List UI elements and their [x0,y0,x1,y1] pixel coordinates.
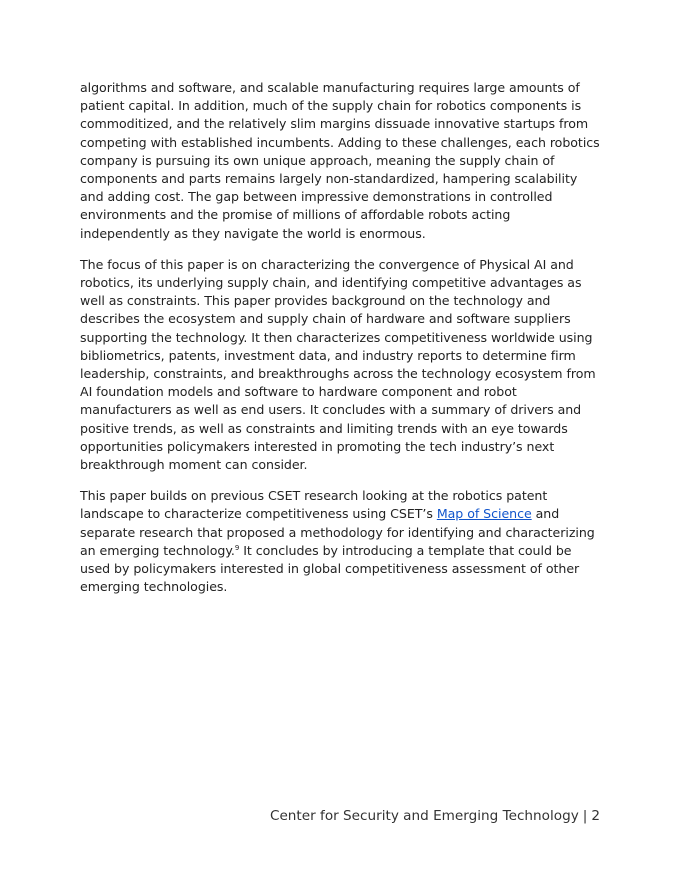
footer-separator: | [582,808,588,824]
body-text [80,79,602,609]
page-number: 2 [591,808,600,824]
paragraph-focus: The focus of this paper is on characterizing the convergence of Physical AI and robotics, its underlying supply chain, and identifying competitive advantages as well as constraints. This paper provides background on the technology and describes the ecosystem and supply chain of hardware and software suppliers supporting the technology. It then characterizes competitiveness worldwide using bibliometrics, patents, investment data, and industry reports to determine firm leadership, constraints, and breakthroughs across the technology ecosystem from AI foundation models and software to hardware component and robot manufacturers as well as end users. It concludes with a summary of drivers and positive trends, as well as constraints and limiting trends with an eye towards opportunities policymakers interested in promoting the tech industry’s next breakthrough moment can consider. [80,256,596,473]
paragraph-text-closing: It concludes by introducing a template that could be used by policymakers interested in global competitiveness assessment of other emerging technologies. [80,542,580,595]
footer-organization: Center for Security and Emerging Technology [269,808,579,824]
paragraph-text-before-link: This paper builds on previous CSET research looking at the robotics patent landscape to characterize competitiveness using CSET’s [80,488,548,522]
map-of-science-link[interactable]: Map of Science [436,506,532,522]
page-footer [270,808,600,824]
footnote-marker[interactable]: 9 [234,543,240,552]
paragraph-continuation: algorithms and software, and scalable manufacturing requires large amounts of patient capital. In addition, much of the supply chain for robotics components is commoditized, and the relatively slim margins dissuade innovative startups from competing with established incumbents. Adding to these challenges, each robotics company is pursuing its own unique approach, meaning the supply chain of components and parts remains largely non-standardized, hampering scalability and adding cost. The gap between impressive demonstrations in controlled environments and the promise of millions of affordable robots acting independently as they navigate the world is enormous. [80,80,600,241]
paragraph-text-after-link: and separate research that proposed a methodology for identifying and characterizing an emerging technology. [80,506,595,558]
paragraph-builds-on [80,487,602,596]
